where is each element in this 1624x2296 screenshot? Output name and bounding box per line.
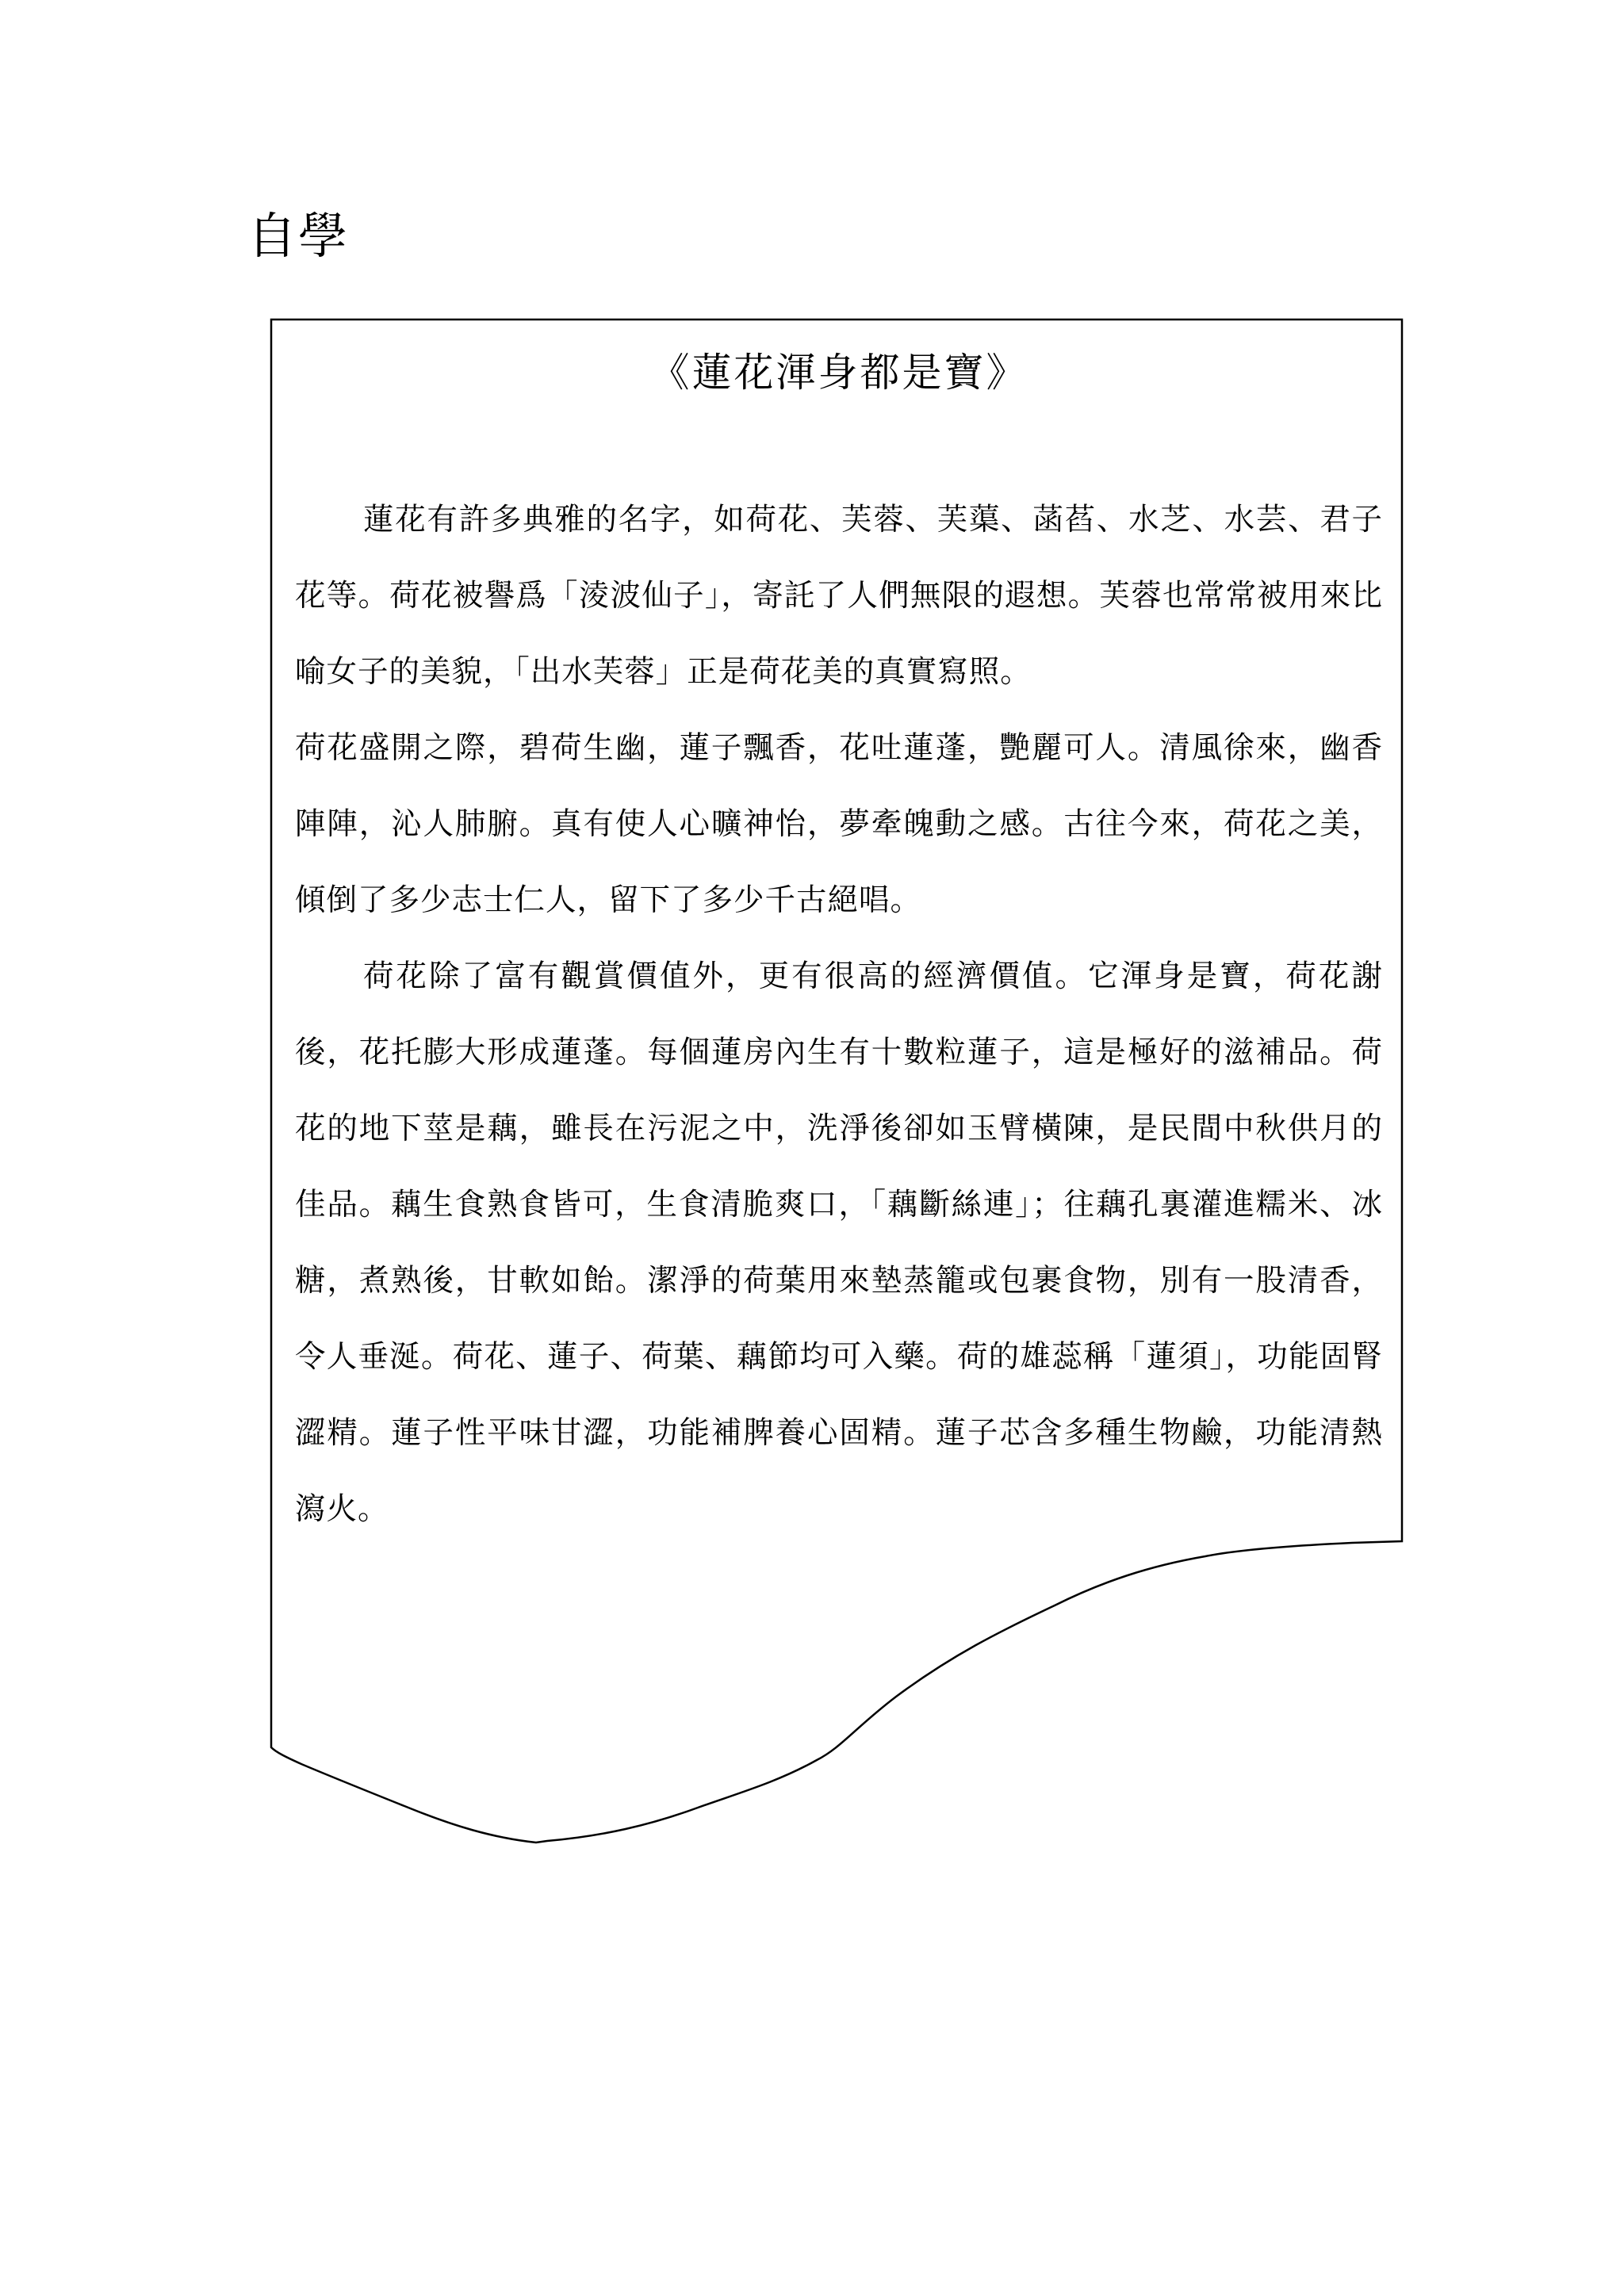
article-paragraph: 荷花除了富有觀賞價值外，更有很高的經濟價值。它渾身是寶，荷花謝後，花托膨大形成蓮蓬。每個蓮房內生有十數粒蓮子，這是極好的滋補品。荷花的地下莖是藕，雖長在污泥之中，洗淨後卻如玉臂橫陳，是民間中秋供月的佳品。藕生食熟食皆可，生食清脆爽口，「藕斷絲連」；往藕孔裏灌進糯米、冰糖，煮熟後，甘軟如飴。潔淨的荷葉用來墊蒸籠或包裹食物，別有一股清香，令人垂涎。荷花、蓮子、荷葉、藕節均可入藥。荷的雄蕊稱「蓮須」，功能固腎澀精。蓮子性平味甘澀，功能補脾養心固精。蓮子芯含多種生物鹼，功能清熱瀉火。 [295, 959, 1383, 1527]
article-title: 《蓮花渾身都是寶》 [649, 350, 1028, 396]
article [295, 333, 1383, 1548]
article-paragraph: 荷花盛開之際，碧荷生幽，蓮子飄香，花吐蓮蓬，艷麗可人。清風徐來，幽香陣陣，沁人肺腑。真有使人心曠神怡，夢牽魄動之感。古往今來，荷花之美，傾倒了多少志士仁人，留下了多少千古絕唱。 [295, 730, 1383, 918]
section-heading: 自學 [247, 207, 350, 265]
article-paragraph: 蓮花有許多典雅的名字，如荷花、芙蓉、芙蕖、菡萏、水芝、水芸、君子花等。荷花被譽爲「淩波仙子」，寄託了人們無限的遐想。芙蓉也常常被用來比喻女子的美貌，「出水芙蓉」正是荷花美的真實寫照。 [295, 502, 1383, 690]
